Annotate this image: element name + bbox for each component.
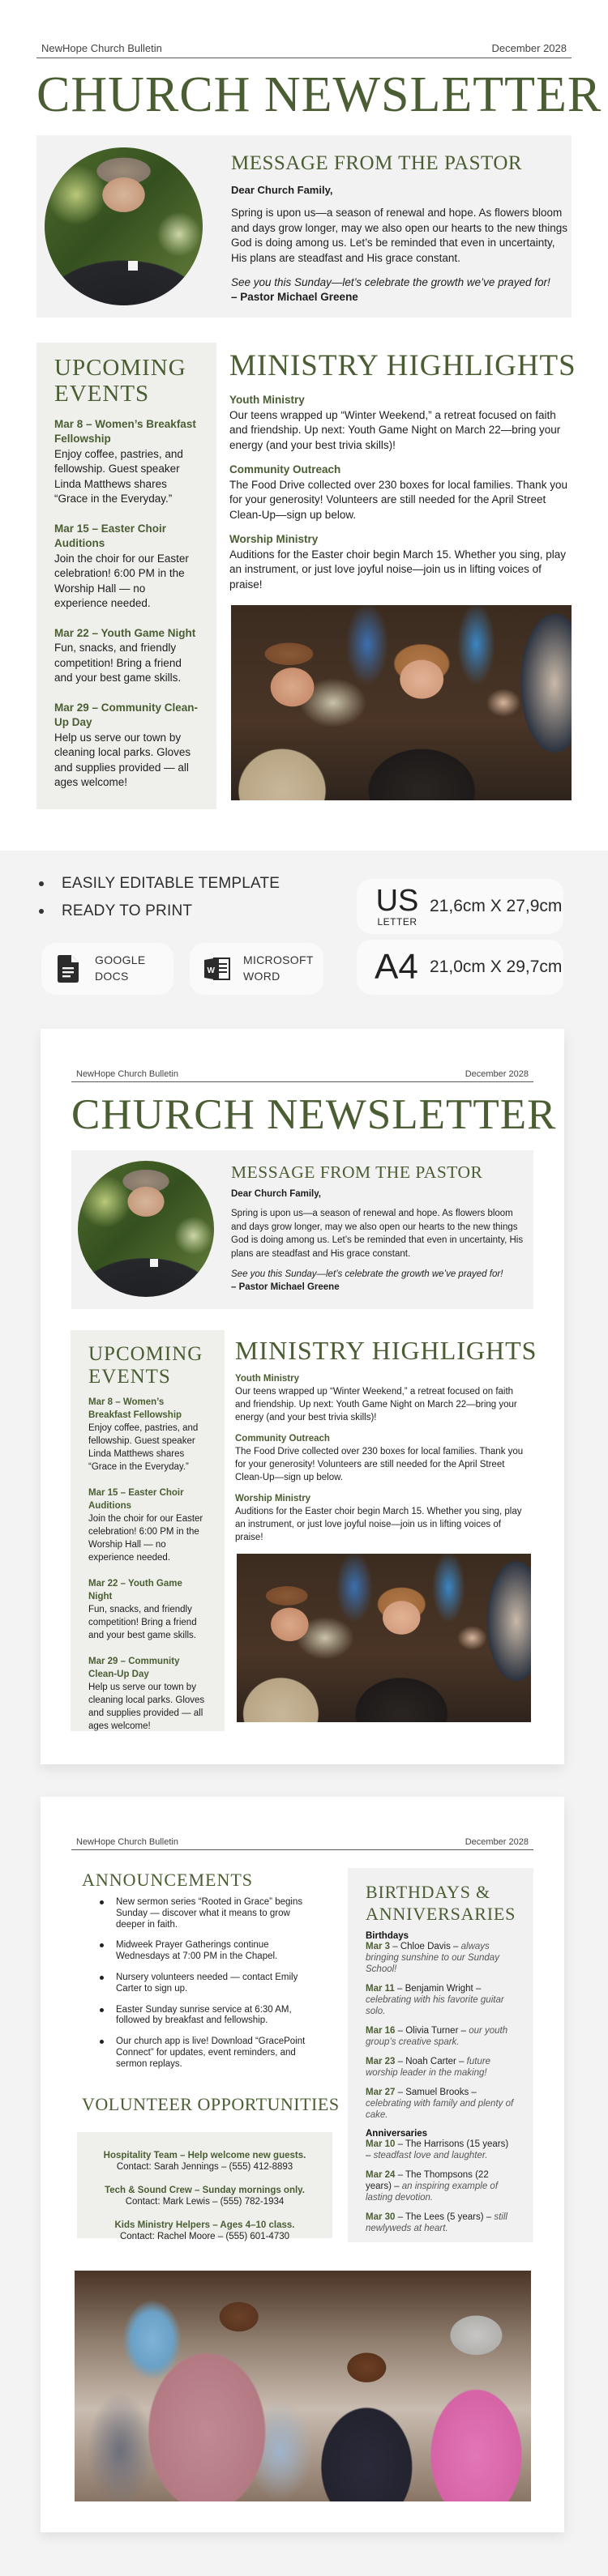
masthead-title: CHURCH NEWSLETTER xyxy=(36,67,602,122)
event-heading: Mar 8 – Women’s Breakfast Fellowship xyxy=(54,417,196,446)
format-google-docs[interactable] xyxy=(41,943,173,995)
birthday-entry: Mar 16 – Olivia Turner – our youth group’s creative spark. xyxy=(366,2026,508,2048)
fellowship-photo xyxy=(75,2271,531,2501)
feature-item: EASILY EDITABLE TEMPLATE xyxy=(39,875,280,893)
bullet-icon xyxy=(39,909,44,914)
pastor-closing: See you this Sunday—let’s celebrate the growth we’ve prayed for! xyxy=(231,1269,503,1279)
announcement-item: Our church app is live! Download “GracePoint Connect” for updates, event reminders, and sermon replays. xyxy=(92,2036,320,2070)
upcoming-events-section xyxy=(71,1330,225,1731)
bulletin-name: NewHope Church Bulletin xyxy=(76,1837,178,1847)
ministry-item xyxy=(229,463,570,522)
ministry-item: Community Outreach The Food Drive collected over 230 boxes for local families. Thank you for your generosity! Volunteers are still needed for the April Street Clean-Up—sign up below. xyxy=(235,1434,524,1482)
events-list xyxy=(54,417,199,791)
ministry-heading: Worship Ministry xyxy=(229,533,319,545)
size-dimensions: 21,6cm X 27,9cm xyxy=(430,897,563,915)
pastor-text xyxy=(231,1162,531,1294)
bulletin-header xyxy=(71,1068,533,1082)
pastor-closing: See you this Sunday—let’s celebrate the growth we’ve prayed for! xyxy=(231,276,550,288)
bulletin-date: December 2028 xyxy=(465,1837,529,1847)
event-heading: Mar 22 – Youth Game Night xyxy=(54,626,196,639)
announcement-item: Nursery volunteers needed — contact Emily Carter to sign up. xyxy=(92,1973,320,1995)
event-body: Join the choir for our Easter celebration! 6:00 PM in the Worship Hall — no experience needed. xyxy=(54,552,189,610)
size-code: A4 xyxy=(375,947,418,987)
birthday-entry: Mar 3 – Chloe Davis – always bringing sunshine to our Sunday School! xyxy=(366,1942,499,1975)
template-info-strip xyxy=(0,851,608,1013)
ministry-item: Worship Ministry Auditions for the Easter choir begin March 15. Whether you sing, play an instrument, or just love joyful noise—join us in lifting voices of praise! xyxy=(235,1494,522,1542)
ministry-highlights-title: MINISTRY HIGHLIGHTS xyxy=(235,1336,537,1365)
ministry-highlights-title: MINISTRY HIGHLIGHTS xyxy=(229,349,576,382)
event-item: Mar 22 – Youth Game Night Fun, snacks, and friendly competition! Bring a friend and your best game skills. xyxy=(88,1579,197,1640)
bulletin-header xyxy=(71,1836,533,1850)
size-code: US LETTER xyxy=(375,884,419,928)
size-us-letter xyxy=(357,879,563,934)
event-body: Help us serve our town by cleaning local parks. Gloves and supplies provided — all ages welcome! xyxy=(54,731,191,789)
announcements-title: ANNOUNCEMENTS xyxy=(82,1870,253,1890)
event-heading: Mar 15 – Easter Choir Auditions xyxy=(54,522,167,550)
announcement-item: Midweek Prayer Gatherings continue Wednesdays at 7:00 PM in the Chapel. xyxy=(92,1940,320,1963)
ministry-item: Youth Ministry Our teens wrapped up “Winter Weekend,” a retreat focused on faith and friendship. Up next: Youth Game Night on March 22—bring your energy (and your best trivia skills)! xyxy=(235,1374,517,1422)
newsletter-page-1 xyxy=(0,0,608,851)
ministry-body: Our teens wrapped up “Winter Weekend,” a retreat focused on faith and friendship. Up next: Youth Game Night on March 22—bring your energy (and your best trivia skills)! xyxy=(229,408,561,451)
ministry-item xyxy=(229,393,570,453)
pastor-greeting: Dear Church Family, xyxy=(231,1189,321,1199)
birthdays-label: Birthdays xyxy=(366,1931,409,1941)
pastor-text xyxy=(231,151,567,305)
ministry-list xyxy=(235,1372,531,1544)
bulletin-name: NewHope Church Bulletin xyxy=(41,42,162,54)
event-item: Mar 8 – Women’s Breakfast Fellowship Enjoy coffee, pastries, and fellowship. Guest speaker Linda Matthews shares “Grace in the Everyday.” xyxy=(88,1397,199,1472)
event-heading: Mar 29 – Community Clean-Up Day xyxy=(54,701,199,729)
volunteer-section xyxy=(77,2132,332,2241)
events-list xyxy=(88,1396,207,1733)
birthday-entry: Mar 11 – Benjamin Wright – celebrating with his favorite guitar solo. xyxy=(366,1984,504,2017)
collar-shape xyxy=(150,1259,158,1267)
svg-text:W: W xyxy=(207,966,215,975)
anniversaries-label: Anniversaries xyxy=(366,2129,428,2139)
newsletter-page-preview xyxy=(41,1029,564,1764)
pastor-section-title: MESSAGE FROM THE PASTOR xyxy=(231,152,523,174)
pastor-message-section xyxy=(71,1150,533,1309)
volunteer-item: Kids Ministry Helpers – Ages 4–10 class. Contact: Rachel Moore – (555) 601-4730 xyxy=(114,2220,295,2241)
birthdays-anniversaries-section xyxy=(348,1868,533,2242)
events-title: UPCOMING EVENTS xyxy=(54,355,186,407)
pastor-signature: – Pastor Michael Greene xyxy=(231,291,358,303)
volunteer-item: Tech & Sound Crew – Sunday mornings only. Contact: Mark Lewis – (555) 782-1934 xyxy=(105,2185,305,2207)
event-item xyxy=(54,626,199,686)
volunteer-item: Hospitality Team – Help welcome new guests. Contact: Sarah Jennings – (555) 412-8893 xyxy=(103,2151,306,2173)
bulletin-name: NewHope Church Bulletin xyxy=(76,1069,178,1079)
announcement-item: Easter Sunday sunrise service at 6:30 AM, followed by breakfast and fellowship. xyxy=(92,2005,320,2028)
format-label: MICROSOFT WORD xyxy=(243,953,314,983)
event-item: Mar 29 – Community Clean-Up Day Help us serve our town by cleaning local parks. Gloves and supplies provided — all ages welcome! xyxy=(88,1657,205,1731)
pastor-signature: – Pastor Michael Greene xyxy=(231,1282,340,1292)
bulletin-date: December 2028 xyxy=(465,1069,529,1079)
bullet-icon xyxy=(39,881,44,886)
volunteer-title: VOLUNTEER OPPORTUNITIES xyxy=(82,2094,340,2114)
anniversary-entry: Mar 30 – The Lees (5 years) – still newlyweds at heart. xyxy=(366,2212,507,2234)
ministry-list xyxy=(229,393,570,592)
pastor-photo xyxy=(45,147,203,305)
pastor-photo xyxy=(78,1161,214,1297)
event-body: Fun, snacks, and friendly competition! Bring a friend and your best game skills. xyxy=(54,642,182,685)
birthday-entry: Mar 27 – Samuel Brooks – celebrating with family and plenty of cake. xyxy=(366,2088,514,2121)
pastor-greeting: Dear Church Family, xyxy=(231,184,333,196)
ministry-body: Auditions for the Easter choir begin March 15. Whether you sing, play an instrument, or just love joyful noise—join us in lifting voices of praise! xyxy=(229,548,566,591)
anniversary-entry: Mar 24 – The Thompsons (22 years) – an inspiring example of lasting devotion. xyxy=(366,2170,499,2203)
masthead-title: CHURCH NEWSLETTER xyxy=(71,1091,557,1138)
format-label: GOOGLE DOCS xyxy=(95,953,146,983)
announcements-list xyxy=(92,1897,320,2080)
event-item xyxy=(54,417,199,507)
announcement-item: New sermon series “Rooted in Grace” begins Sunday — discover what it means to grow deeper in faith. xyxy=(92,1897,320,1930)
feature-list xyxy=(39,875,280,930)
congregation-photo xyxy=(231,605,572,800)
events-title: UPCOMING EVENTS xyxy=(88,1343,203,1388)
anniversary-entry: Mar 10 – The Harrisons (15 years) – steadfast love and laughter. xyxy=(366,2139,509,2161)
google-docs-icon xyxy=(58,955,79,983)
collar-shape xyxy=(128,261,138,271)
pastor-body: Spring is upon us—a season of renewal and hope. As flowers bloom and days grow longer, may we also open our hearts to the new things God is doing among us. Let’s be reminded that even in uncertainty, His plans are steadfast and His grace constant. xyxy=(231,1209,524,1259)
ministry-body: The Food Drive collected over 230 boxes for local families. Thank you for your generosity! Volunteers are still needed for the April Street Clean-Up—sign up below. xyxy=(229,478,567,521)
ministry-item xyxy=(229,532,570,592)
event-item xyxy=(54,522,199,612)
size-dimensions: 21,0cm X 29,7cm xyxy=(430,957,563,976)
bulletin-date: December 2028 xyxy=(491,42,567,54)
pastor-message-section xyxy=(36,135,572,318)
birthday-entry: Mar 23 – Noah Carter – future worship leader in the making! xyxy=(366,2057,491,2079)
ministry-heading: Youth Ministry xyxy=(229,394,305,406)
event-item xyxy=(54,701,199,791)
pastor-body: Spring is upon us—a season of renewal and hope. As flowers bloom and days grow longer, may we also open our hearts to the new things God is doing among us. Let’s be reminded that even in uncertainty, His plans are steadfast and His grace constant. xyxy=(231,207,567,264)
format-microsoft-word[interactable] xyxy=(190,943,323,995)
microsoft-word-icon xyxy=(204,957,230,981)
pastor-section-title: MESSAGE FROM THE PASTOR xyxy=(231,1162,483,1182)
event-body: Enjoy coffee, pastries, and fellowship. Guest speaker Linda Matthews shares “Grace in the Everyday.” xyxy=(54,447,183,505)
congregation-photo xyxy=(237,1554,531,1722)
celebrations-title: BIRTHDAYS & ANNIVERSARIES xyxy=(366,1882,516,1924)
bulletin-header xyxy=(36,42,572,58)
feature-item: READY TO PRINT xyxy=(39,902,280,920)
newsletter-page-2 xyxy=(41,1797,564,2532)
event-item: Mar 15 – Easter Choir Auditions Join the choir for our Easter celebration! 6:00 PM in the Worship Hall — no experience needed. xyxy=(88,1488,203,1563)
ministry-heading: Community Outreach xyxy=(229,463,341,476)
upcoming-events-section xyxy=(36,343,216,809)
size-a4 xyxy=(357,940,563,995)
